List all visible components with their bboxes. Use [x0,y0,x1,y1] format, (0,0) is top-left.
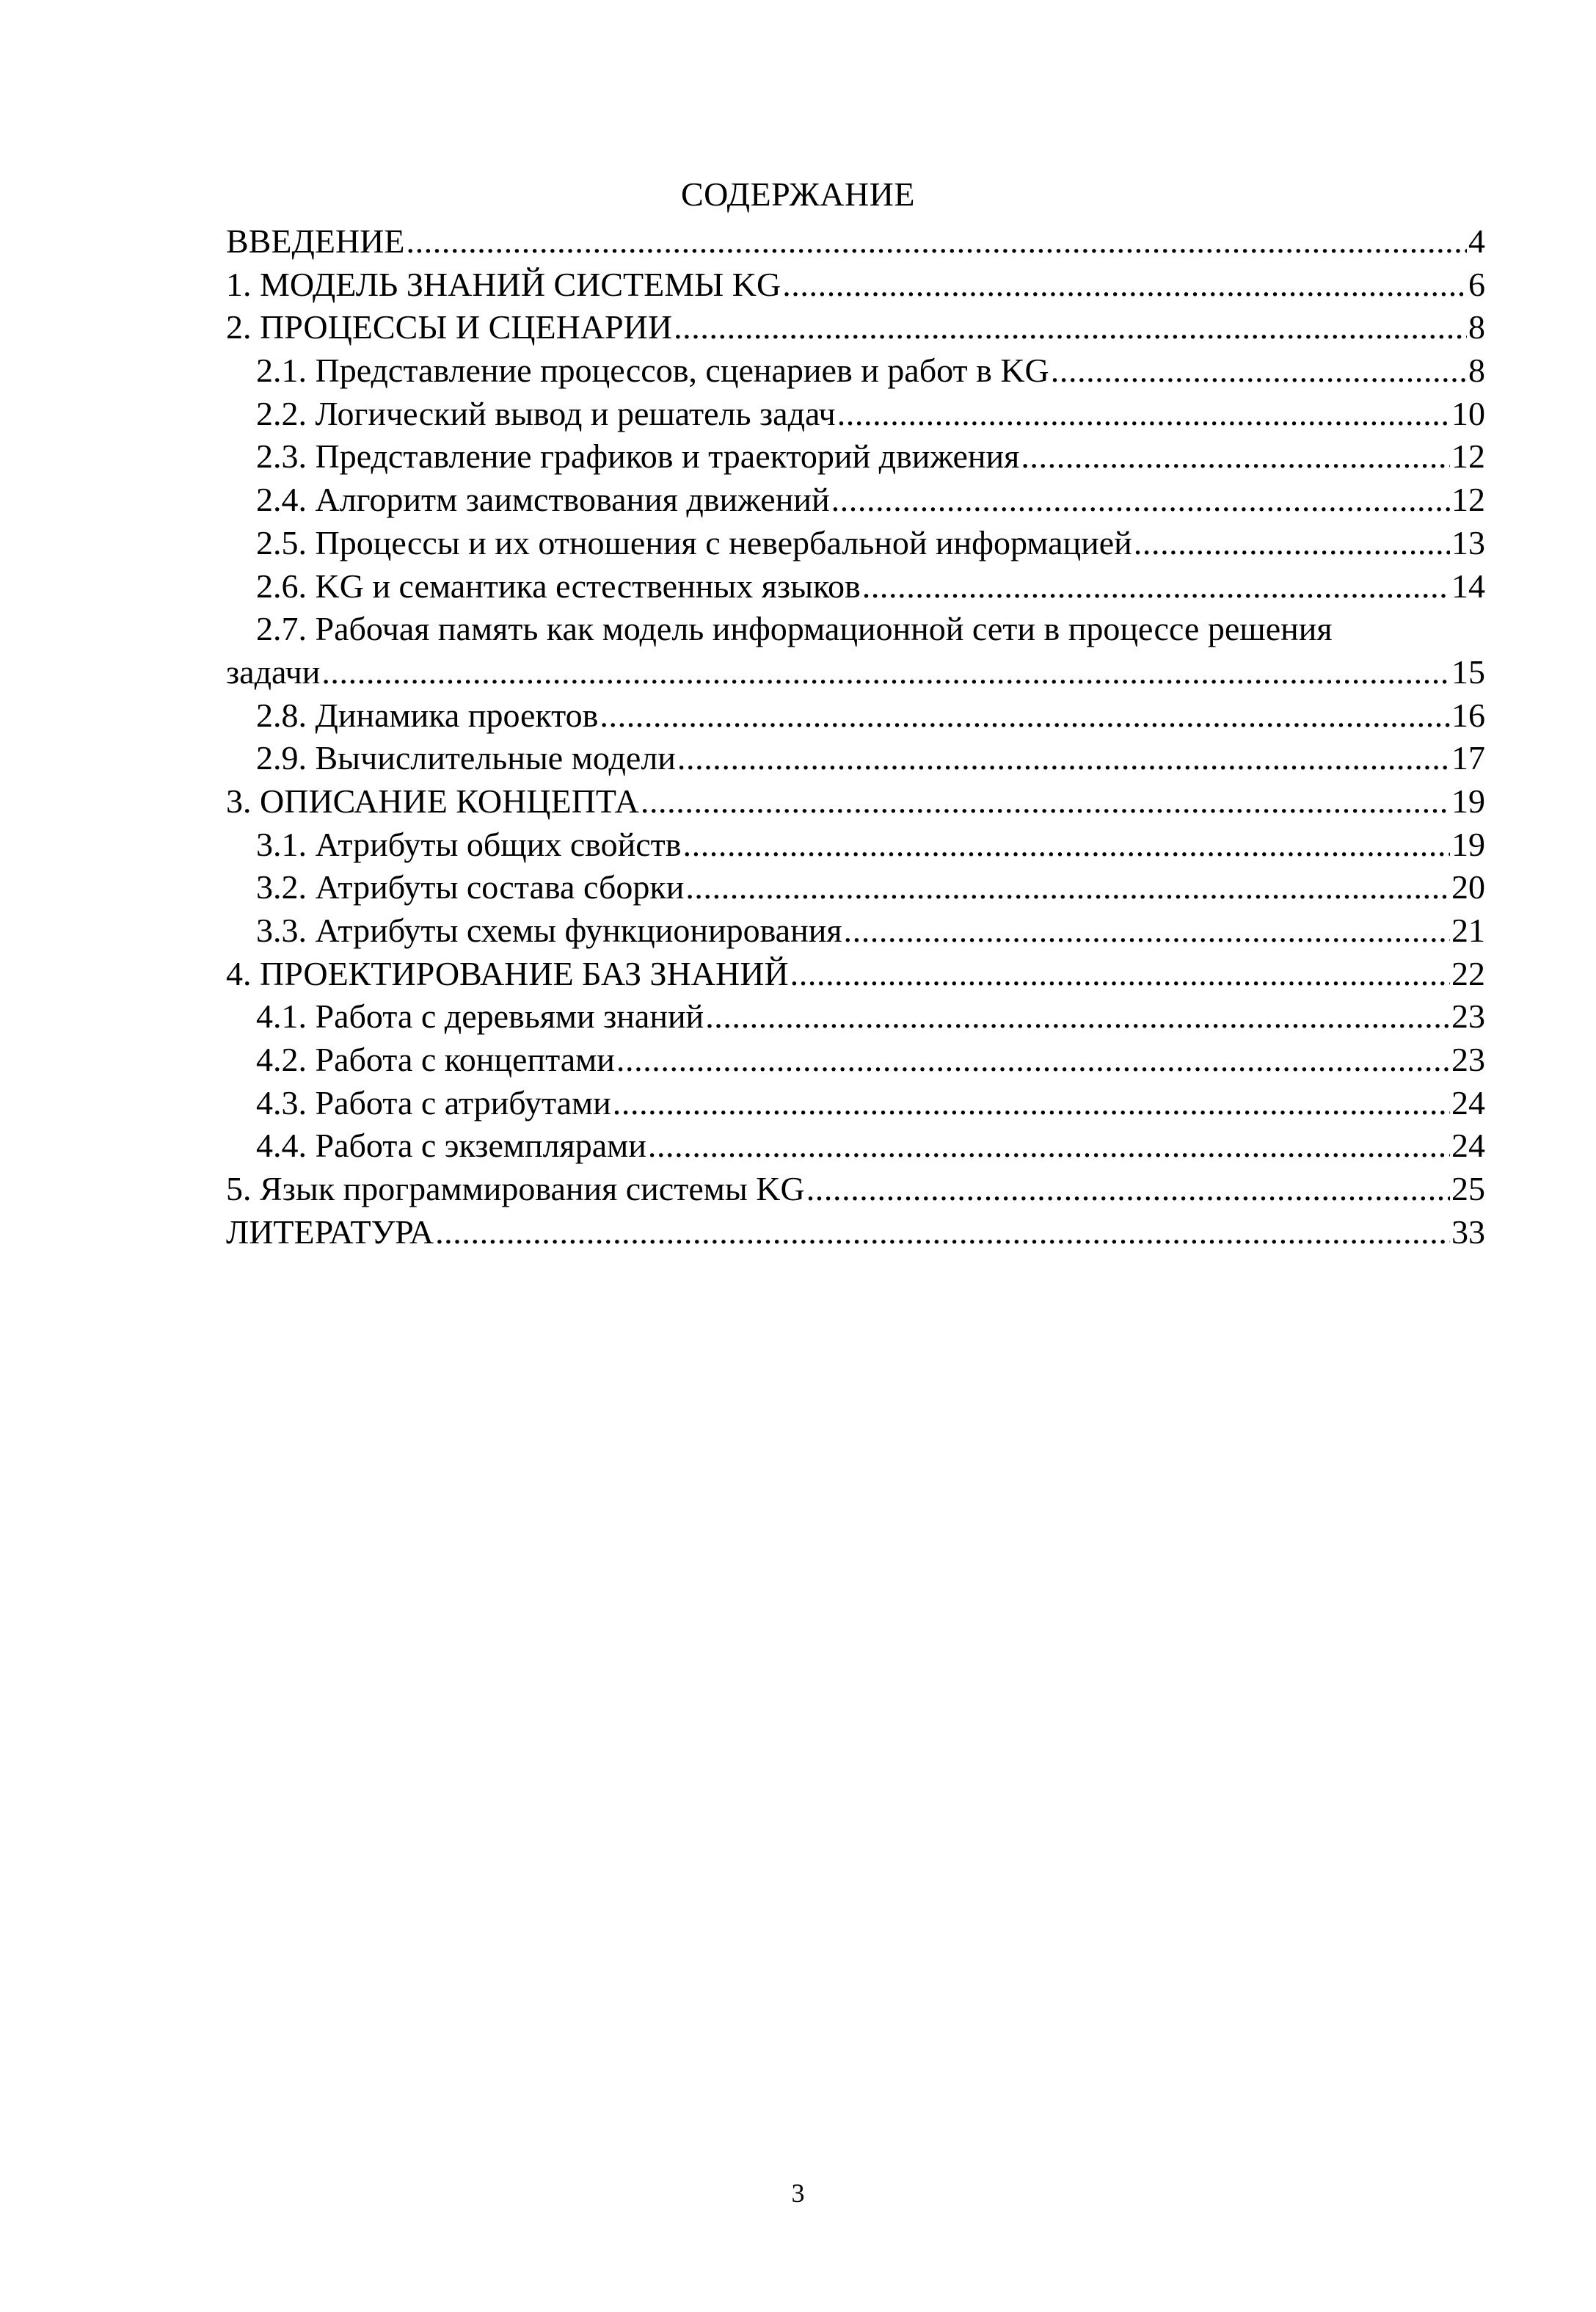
toc-entry-chapter-3[interactable] [226,780,1485,824]
toc-entry-page: 13 [1451,523,1485,561]
toc-entry-page: 24 [1451,1083,1485,1122]
toc-entry-page: 19 [1451,782,1485,820]
dot-leader [677,737,1450,780]
toc-entry-section-2-3[interactable] [226,435,1485,479]
dot-leader [844,909,1451,953]
toc-entry-page: 17 [1451,739,1485,777]
toc-entry-page: 8 [1468,352,1485,390]
toc-entry-page: 20 [1451,868,1485,906]
toc-entry-label: 2.9. Вычислительные модели [256,739,676,777]
toc-entry-section-2-7-continued[interactable] [226,651,1485,694]
dot-leader [1134,522,1450,565]
toc-entry-label: ВВЕДЕНИЕ [226,222,405,260]
dot-leader [674,306,1467,349]
toc-entry-page: 10 [1451,394,1485,432]
toc-entry-section-3-2[interactable] [226,866,1485,909]
toc-entry-page: 16 [1451,696,1485,734]
table-of-contents [226,220,1485,1254]
toc-entry-page: 25 [1451,1170,1485,1208]
toc-entry-section-2-6[interactable] [226,565,1485,608]
toc-entry-section-2-2[interactable] [226,393,1485,436]
toc-entry-page: 24 [1451,1127,1485,1165]
toc-entry-introduction[interactable] [226,220,1485,263]
toc-entry-label: 4.2. Работа с концептами [256,1041,615,1079]
toc-entry-label: 2.6. KG и семантика естественных языков [256,567,861,605]
toc-entry-label: 3.2. Атрибуты состава сборки [256,868,685,906]
dot-leader [600,694,1450,738]
toc-entry-label: 2.5. Процессы и их отношения с невербальной информацией [256,523,1132,561]
toc-entry-section-2-9[interactable] [226,737,1485,780]
toc-entry-page: 33 [1451,1213,1485,1251]
toc-entry-label: 4.3. Работа с атрибутами [256,1083,611,1122]
toc-entry-label: 4. ПРОЕКТИРОВАНИЕ БАЗ ЗНАНИЙ [226,954,789,992]
dot-leader [648,1124,1450,1168]
dot-leader [806,1168,1450,1211]
toc-entry-page: 19 [1451,825,1485,863]
toc-entry-section-4-1[interactable] [226,995,1485,1039]
toc-entry-label: 2.1. Представление процессов, сценариев и работ в KG [256,352,1049,390]
dot-leader [435,1211,1450,1254]
dot-leader [782,263,1467,307]
toc-entry-section-4-4[interactable] [226,1124,1485,1168]
toc-entry-section-4-3[interactable] [226,1082,1485,1125]
toc-entry-label: 3. ОПИСАНИЕ КОНЦЕПТА [226,782,639,820]
toc-entry-label: 2.8. Динамика проектов [256,696,599,734]
toc-entry-section-2-4[interactable] [226,479,1485,522]
toc-entry-page: 22 [1451,954,1485,992]
toc-entry-label: 4.4. Работа с экземплярами [256,1127,646,1165]
toc-entry-references[interactable] [226,1211,1485,1254]
dot-leader [1051,349,1467,393]
toc-entry-chapter-1[interactable] [226,263,1485,307]
toc-entry-label: 2.2. Логический вывод и решатель задач [256,394,836,432]
dot-leader [1021,435,1450,479]
toc-entry-label: 4.1. Работа с деревьями знаний [256,997,704,1036]
toc-entry-label: 3.3. Атрибуты схемы функционирования [256,912,842,949]
toc-entry-label: 3.1. Атрибуты общих свойств [256,825,682,863]
toc-entry-section-2-1[interactable] [226,349,1485,393]
toc-entry-section-3-3[interactable] [226,909,1485,953]
toc-entry-label: 5. Язык программирования системы KG [226,1170,805,1208]
toc-entry-page: 21 [1451,912,1485,949]
toc-entry-label: ЛИТЕРАТУРА [226,1213,434,1251]
dot-leader [837,393,1450,436]
toc-entry-section-2-7[interactable] [226,608,1485,651]
toc-entry-chapter-5[interactable] [226,1168,1485,1211]
toc-entry-label: 2.3. Представление графиков и траекторий движения [256,437,1020,476]
dot-leader [705,995,1450,1039]
toc-entry-page: 23 [1451,997,1485,1036]
toc-entry-page: 23 [1451,1041,1485,1079]
toc-entry-page: 14 [1451,567,1485,605]
toc-entry-page: 12 [1451,437,1485,476]
toc-entry-label: 2. ПРОЦЕССЫ И СЦЕНАРИИ [226,308,673,346]
page-number: 3 [791,2178,805,2208]
toc-entry-page: 4 [1468,222,1485,260]
toc-entry-label-continued: задачи [226,652,321,691]
toc-title: СОДЕРЖАНИЕ [680,175,916,213]
toc-entry-section-2-8[interactable] [226,694,1485,738]
toc-entry-page: 8 [1468,308,1485,346]
dot-leader [790,953,1450,996]
dot-leader [862,565,1450,608]
toc-entry-section-3-1[interactable] [226,824,1485,867]
dot-leader [831,479,1450,522]
dot-leader [613,1082,1450,1125]
toc-entry-chapter-4[interactable] [226,953,1485,996]
dot-leader [616,1039,1450,1082]
dot-leader [641,780,1450,824]
toc-entry-chapter-2[interactable] [226,306,1485,349]
toc-entry-section-4-2[interactable] [226,1039,1485,1082]
toc-entry-page: 15 [1451,652,1485,691]
dot-leader [683,824,1451,867]
toc-entry-section-2-5[interactable] [226,522,1485,565]
toc-entry-label: 2.4. Алгоритм заимствования движений [256,481,830,519]
dot-leader [406,220,1467,263]
toc-entry-page: 12 [1451,481,1485,519]
dot-leader [685,866,1450,909]
dot-leader [321,651,1450,694]
toc-entry-page: 6 [1468,265,1485,303]
toc-entry-label: 2.7. Рабочая память как модель информационной сети в процессе решения [256,610,1333,648]
toc-entry-label: 1. МОДЕЛЬ ЗНАНИЙ СИСТЕМЫ KG [226,265,781,303]
